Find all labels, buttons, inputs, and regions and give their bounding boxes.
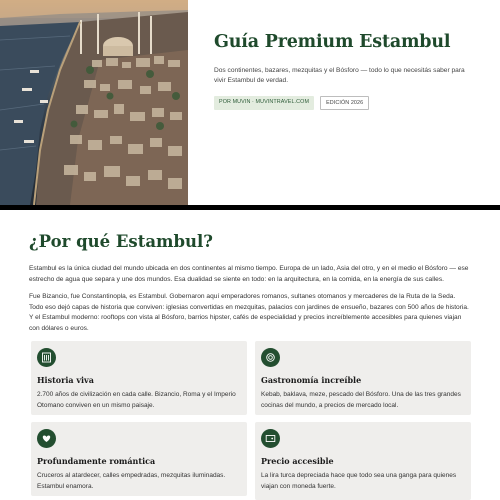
feature-card-gastronomy (255, 341, 471, 415)
why-istanbul-page (0, 210, 500, 500)
author-badge: POR MUVIN · MUVINTRAVEL.COM (214, 96, 314, 110)
card-text: Kebab, baklava, meze, pescado del Bósforo. Una de las tres grandes cocinas del mundo, a precios de mercado local. (261, 391, 461, 409)
heart-icon (37, 429, 56, 448)
istanbul-skyline-illustration (0, 0, 188, 205)
feature-card-history (31, 341, 247, 415)
cover-text-block (214, 32, 484, 110)
card-title: Gastronomía increíble (261, 375, 362, 385)
cover-badges (214, 96, 484, 110)
wallet-icon (261, 429, 280, 448)
cover-page (0, 0, 500, 205)
card-title: Precio accesible (261, 456, 334, 466)
feature-card-romantic (31, 422, 247, 496)
cover-title: Guía Premium Estambul (214, 32, 451, 52)
istanbul-cover-photo (0, 0, 188, 205)
card-title: Historia viva (37, 375, 94, 385)
landmark-icon (37, 348, 56, 367)
edition-badge: EDICIÓN 2026 (320, 96, 369, 110)
section-title: ¿Por qué Estambul? (29, 232, 213, 251)
card-text: 2.700 años de civilización en cada calle. Bizancio, Roma y el Imperio Otomano conviven en un mismo paisaje. (37, 391, 236, 409)
card-text: La lira turca depreciada hace que todo sea una ganga para quienes viajan con moneda fuerte. (261, 472, 457, 490)
history-paragraph: Fue Bizancio, fue Constantinopla, es Estambul. Gobernaron aquí emperadores romanos, sultanes otomanos y mercaderes de la Ruta de la Seda. Todo eso dejó capas de historia que conviven: iglesias convertidas en mezquitas, palacios con jardines de ensueño, bazares con 500 años de historia. Y el Estambul moderno: rooftops con vista al Bósforo, barrios hipster, cafés de especialidad y precios increíblemente accesibles para quienes viajan con dólares o euros. (29, 293, 469, 332)
cover-subtitle: Dos continentes, bazares, mezquitas y el Bósforo — todo lo que necesitás saber para vivir Estambul de verdad. (214, 67, 465, 84)
card-text: Cruceros al atardecer, calles empedradas, mezquitas iluminadas. Estambul enamora. (37, 472, 226, 490)
card-title: Profundamente romántica (37, 456, 156, 466)
feature-card-price (255, 422, 471, 500)
sun-icon (261, 348, 280, 367)
intro-paragraph: Estambul es la única ciudad del mundo ubicada en dos continentes al mismo tiempo. Europa de un lado, Asia del otro, y en el medio el Bósforo — ese estrecho de agua que separa y une dos mundos. Esa dualidad se siente en todo: en la arquitectura, en la comida, en la energía de sus calles. (29, 265, 469, 283)
